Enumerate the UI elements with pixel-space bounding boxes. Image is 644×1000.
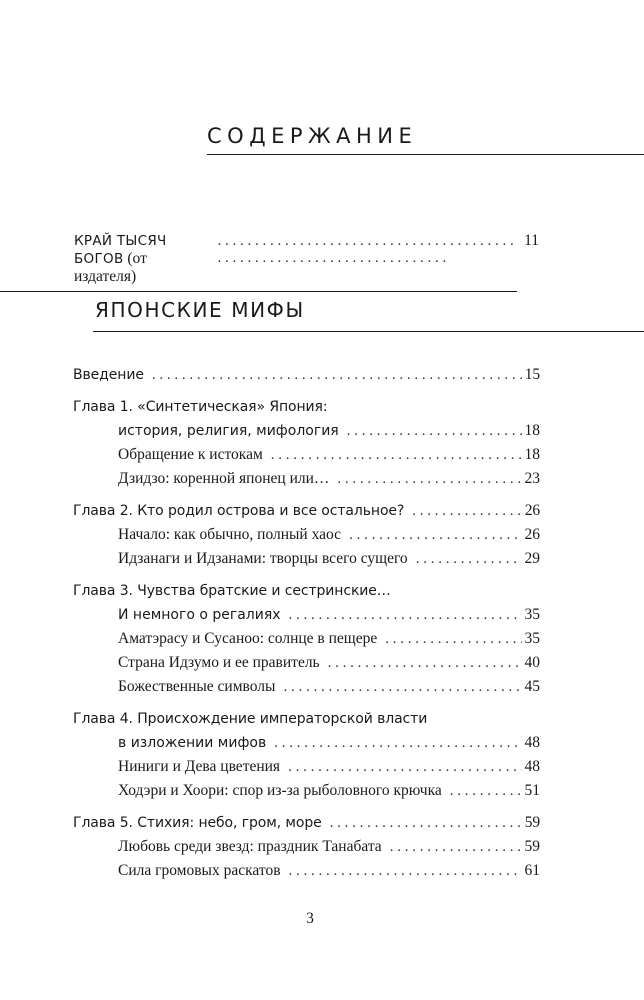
toc-entry-page: 45 [524,678,540,695]
dot-leader [337,467,522,491]
publisher-entry-page: 11 [524,232,539,249]
toc-subentry[interactable] [73,547,540,571]
toc-chapter[interactable] [73,395,540,419]
toc-subentry[interactable] [73,755,540,779]
toc-chapter-continuation[interactable] [73,603,540,627]
publisher-entry-text [74,232,210,286]
dot-leader [385,627,522,651]
toc-entry-page: 40 [524,654,540,671]
toc-entry-page: 59 [524,814,540,831]
toc-entry-text: Божественные символы [118,678,276,695]
section-title: ЯПОНСКИЕ МИФЫ [95,298,305,322]
toc-chapter-continuation[interactable] [73,731,540,755]
toc-entry-page: 61 [524,862,540,879]
toc-entry-text: Ниниги и Дева цветения [118,758,281,775]
toc-entry-page: 15 [524,366,540,383]
toc-entry-text: Глава 1. «Синтетическая» Япония: [73,399,328,415]
toc-chapter[interactable] [73,811,540,835]
dot-leader [289,859,522,883]
toc-entry-text: история, религия, мифология [118,423,339,439]
toc-chapter[interactable] [73,579,540,603]
toc-entry-text: Введение [73,367,144,383]
toc-entry-text: Глава 3. Чувства братские и сестринские… [73,583,391,599]
dot-leader [347,419,522,443]
toc-subentry[interactable] [73,627,540,651]
toc-chapter[interactable] [73,499,540,523]
toc-subentry[interactable] [73,779,540,803]
toc-entry[interactable] [73,363,540,387]
toc-entry-page: 48 [524,758,540,775]
dot-leader [328,651,522,675]
toc-chapter[interactable] [73,707,540,731]
dot-leader [349,523,522,547]
dot-leader [271,443,522,467]
dot-leader [289,603,522,627]
contents-title: СОДЕРЖАНИЕ [207,124,418,148]
page-number: 3 [306,910,314,927]
publisher-entry[interactable] [74,232,539,286]
toc-subentry[interactable] [73,859,540,883]
dot-leader [412,499,522,523]
toc-subentry[interactable] [73,467,540,491]
publisher-entry-rest: (от издателя) [74,250,147,285]
dot-leader [390,835,522,859]
toc-entry-text: Глава 5. Стихия: небо, гром, море [73,815,322,831]
toc-entry-page: 35 [524,606,540,623]
toc-entry-page: 18 [524,422,540,439]
toc-entry-page: 26 [524,526,540,543]
dot-leader [152,363,522,387]
dot-leader [274,731,522,755]
dot-leader [450,779,522,803]
toc-entry-page: 35 [524,630,540,647]
toc-entry-text: Обращение к истокам [118,446,263,463]
toc-subentry[interactable] [73,443,540,467]
toc-entry-page: 18 [524,446,540,463]
toc-entry-page: 23 [524,470,540,487]
toc-entry-text: Идзанаги и Идзанами: творцы всего сущего [118,550,408,567]
toc-subentry[interactable] [73,523,540,547]
section-divider [0,291,517,292]
toc-entry-text: Глава 2. Кто родил острова и все остальное? [73,503,405,519]
title-rule [207,154,644,155]
dot-leader [288,755,522,779]
publisher-entry-caps: КРАЙ ТЫСЯЧ БОГОВ [74,233,167,267]
toc-subentry[interactable] [73,835,540,859]
dot-leader [283,675,522,699]
dot-leader [218,233,521,267]
toc-entry-text: Начало: как обычно, полный хаос [118,526,342,543]
toc-entry-text: в изложении мифов [118,735,267,751]
toc-entry-text: Страна Идзумо и ее правитель [118,654,320,671]
toc-entry-page: 51 [524,782,540,799]
toc-entry-text: И немного о регалиях [118,607,281,623]
toc-entry-page: 59 [524,838,540,855]
toc-entry-text: Ходэри и Хоори: спор из-за рыболовного крючка [118,782,442,799]
toc-entry-text: Аматэрасу и Сусаноо: солнце в пещере [118,630,378,647]
toc-entry-page: 48 [524,734,540,751]
toc-subentry[interactable] [73,675,540,699]
section-title-rule [93,331,644,332]
toc-entry-page: 26 [524,502,540,519]
dot-leader [330,811,522,835]
toc-entry-text: Дзидзо: коренной японец или… [118,470,330,487]
toc-chapter-continuation[interactable] [73,419,540,443]
toc-entry-page: 29 [524,550,540,567]
toc-entry-text: Глава 4. Происхождение императорской власти [73,711,428,727]
toc-list [73,363,540,883]
toc-entry-text: Сила громовых раскатов [118,862,281,879]
toc-subentry[interactable] [73,651,540,675]
dot-leader [416,547,522,571]
toc-entry-text: Любовь среди звезд: праздник Танабата [118,838,382,855]
